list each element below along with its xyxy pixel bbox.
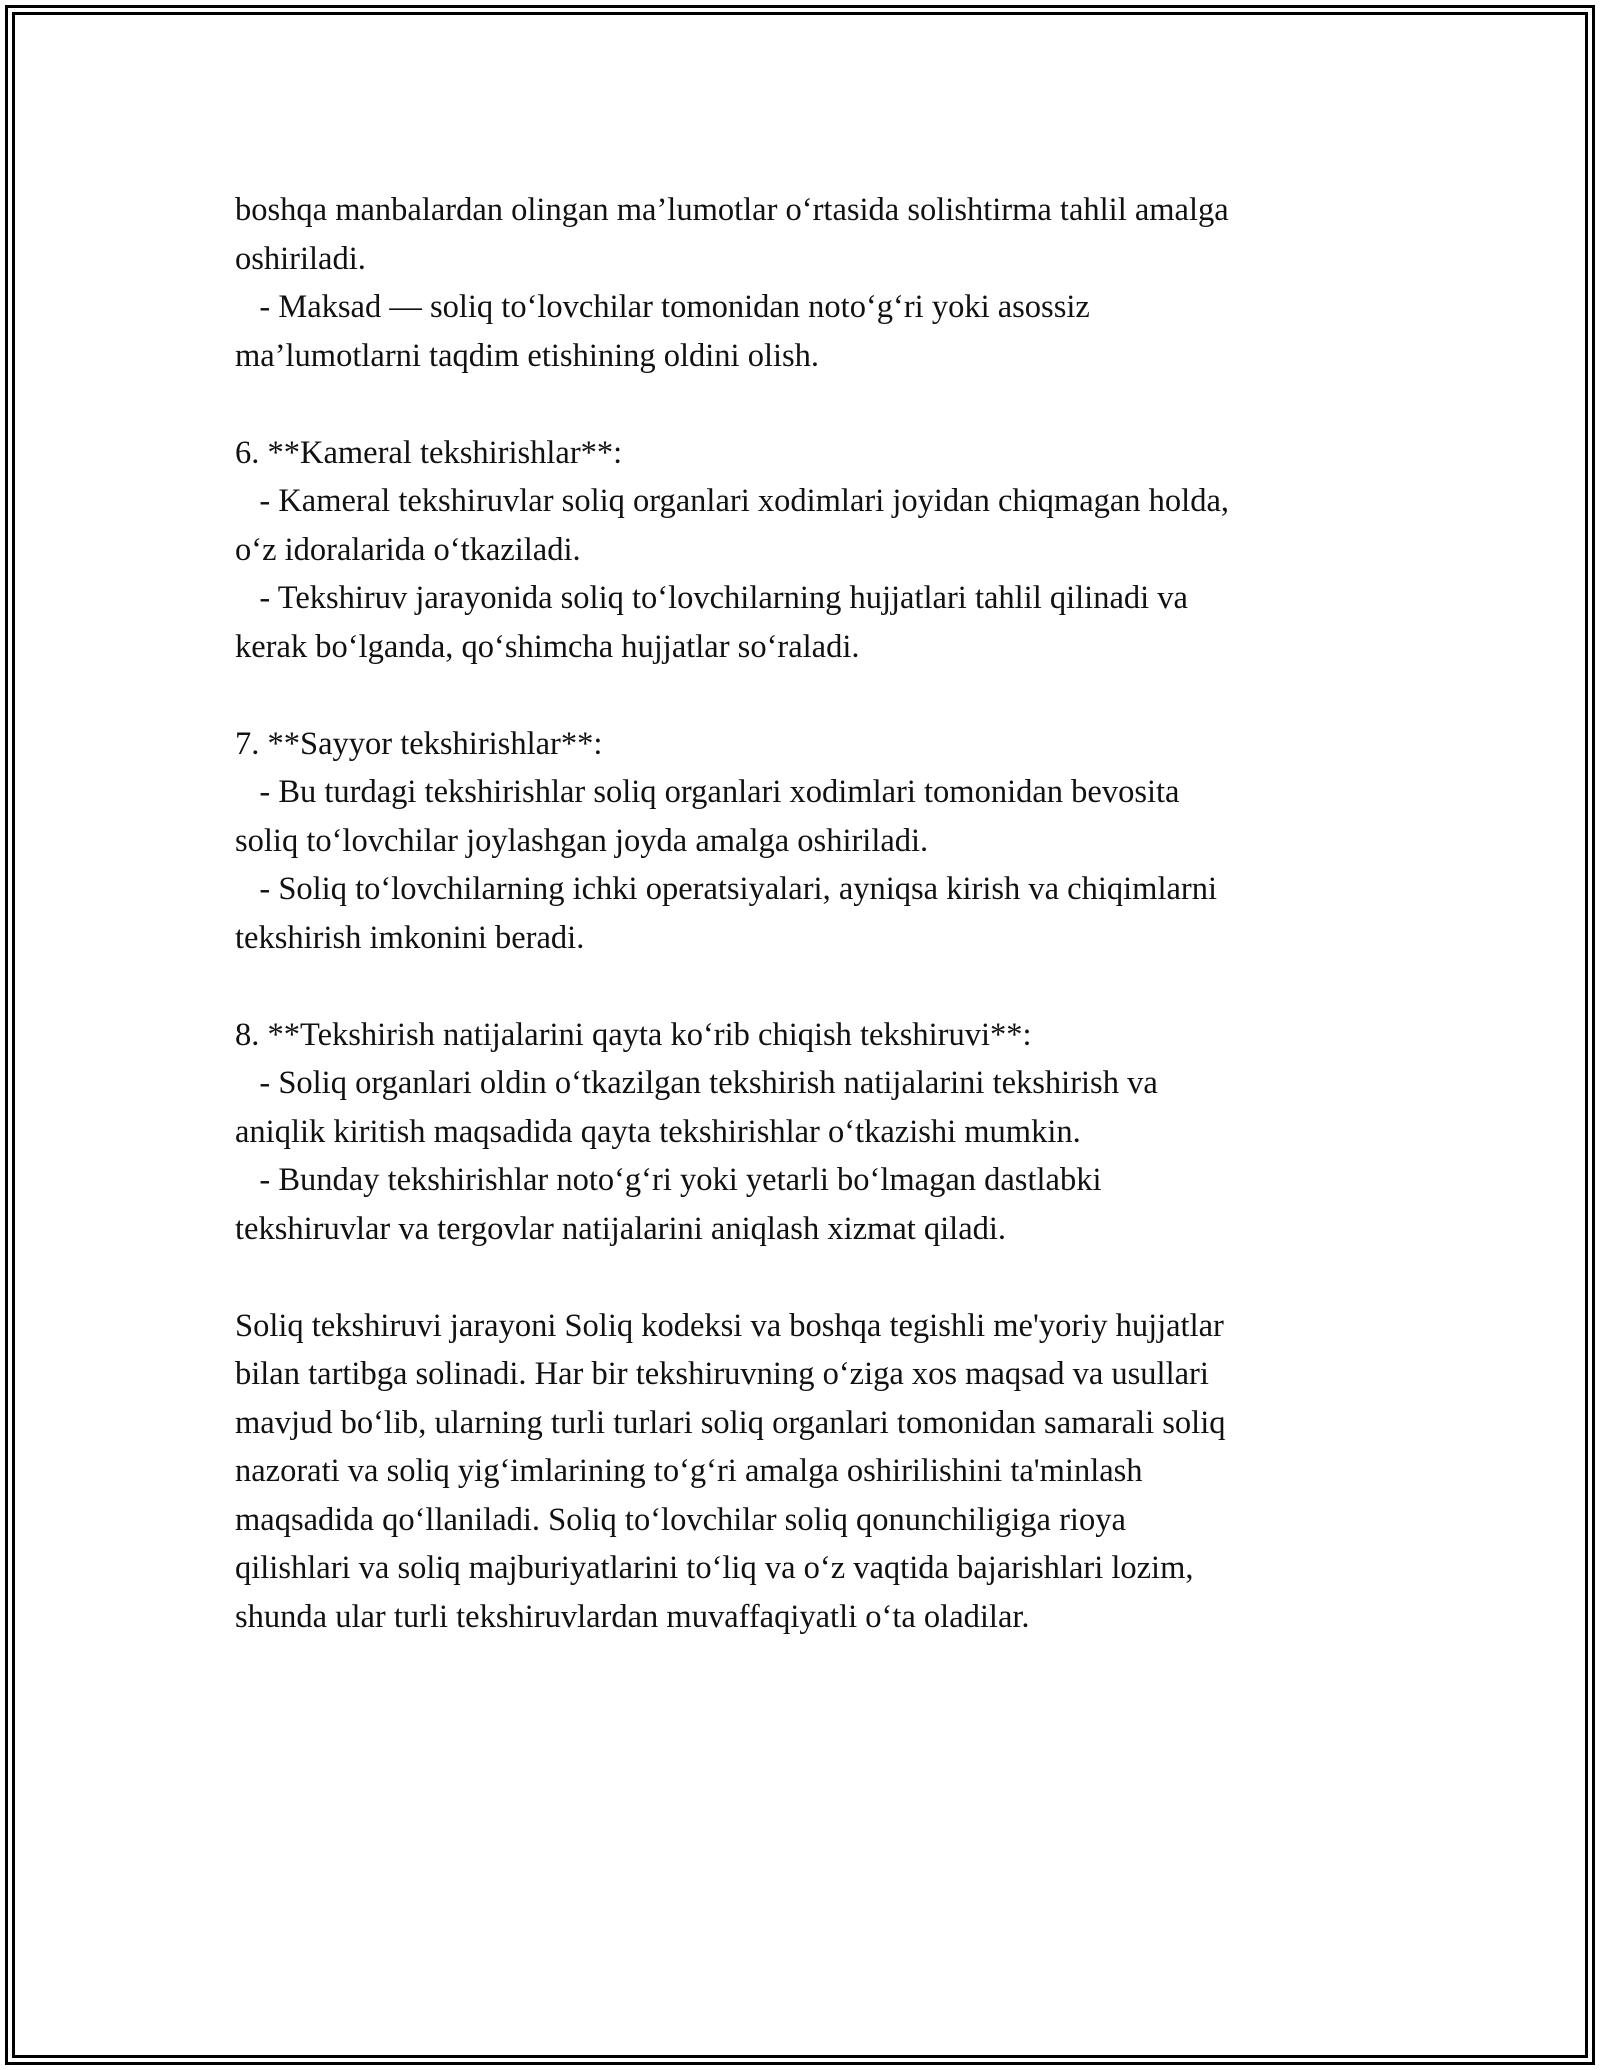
text-line: kerak bo‘lganda, qo‘shimcha hujjatlar so‘raladi. — [235, 628, 860, 665]
text-line: - Tekshiruv jarayonida soliq to‘lovchilarning hujjatlari tahlil qilinadi va — [235, 580, 1188, 616]
paragraph-spacer — [235, 1253, 1385, 1302]
text-line: - Soliq organlari oldin o‘tkazilgan tekshirish natijalarini tekshirish va — [235, 1065, 1158, 1101]
intro-paragraph — [235, 186, 1385, 380]
paragraph-spacer — [235, 962, 1385, 1011]
section-7-sayyor — [235, 720, 1385, 963]
text-line: - Bu turdagi tekshirishlar soliq organlari xodimlari tomonidan bevosita — [235, 774, 1180, 810]
text-line: - Maksad — soliq to‘lovchilar tomonidan noto‘g‘ri yoki asossiz — [235, 289, 1090, 325]
text-line: - Kameral tekshiruvlar soliq organlari xodimlari joyidan chiqmagan holda, — [235, 483, 1229, 519]
paragraph-spacer — [235, 671, 1385, 720]
document-body — [235, 186, 1385, 1641]
text-line: bilan tartibga solinadi. Har bir tekshiruvning o‘ziga xos maqsad va usullari — [235, 1356, 1209, 1392]
text-line: o‘z idoralarida o‘tkaziladi. — [235, 531, 581, 568]
section-heading: 8. **Tekshirish natijalarini qayta ko‘rib chiqish tekshiruvi**: — [235, 1016, 1032, 1053]
text-line: soliq to‘lovchilar joylashgan joyda amalga oshiriladi. — [235, 822, 929, 859]
text-line: tekshirish imkonini beradi. — [235, 919, 585, 956]
text-line: nazorati va soliq yig‘imlarining to‘g‘ri amalga oshirilishini ta'minlash — [235, 1453, 1143, 1489]
text-line: qilishlari va soliq majburiyatlarini to‘liq va o‘z vaqtida bajarishlari lozim, — [235, 1550, 1194, 1586]
text-line: tekshiruvlar va tergovlar natijalarini aniqlash xizmat qiladi. — [235, 1210, 1007, 1247]
text-line: - Soliq to‘lovchilarning ichki operatsiyalari, ayniqsa kirish va chiqimlarni — [235, 871, 1217, 907]
text-line: oshiriladi. — [235, 240, 366, 277]
text-line: Soliq tekshiruvi jarayoni Soliq kodeksi va boshqa tegishli me'yoriy hujjatlar — [235, 1307, 1224, 1344]
text-line: boshqa manbalardan olingan ma’lumotlar o‘rtasida solishtirma tahlil amalga — [235, 192, 1229, 228]
text-line: - Bunday tekshirishlar noto‘g‘ri yoki yetarli bo‘lmagan dastlabki — [235, 1162, 1102, 1198]
text-line: ma’lumotlarni taqdim etishining oldini olish. — [235, 337, 820, 374]
section-6-kameral — [235, 429, 1385, 672]
conclusion-paragraph — [235, 1302, 1385, 1642]
text-line: mavjud bo‘lib, ularning turli turlari soliq organlari tomonidan samarali soliq — [235, 1404, 1226, 1441]
section-heading: 6. **Kameral tekshirishlar**: — [235, 434, 623, 471]
text-line: aniqlik kiritish maqsadida qayta tekshirishlar o‘tkazishi mumkin. — [235, 1113, 1081, 1150]
section-8-qayta-korib-chiqish — [235, 1011, 1385, 1254]
text-line: shunda ular turli tekshiruvlardan muvaffaqiyatli o‘ta oladilar. — [235, 1598, 1030, 1635]
text-line: maqsadida qo‘llaniladi. Soliq to‘lovchilar soliq qonunchiligiga rioya — [235, 1501, 1126, 1538]
section-heading: 7. **Sayyor tekshirishlar**: — [235, 725, 603, 762]
paragraph-spacer — [235, 380, 1385, 429]
